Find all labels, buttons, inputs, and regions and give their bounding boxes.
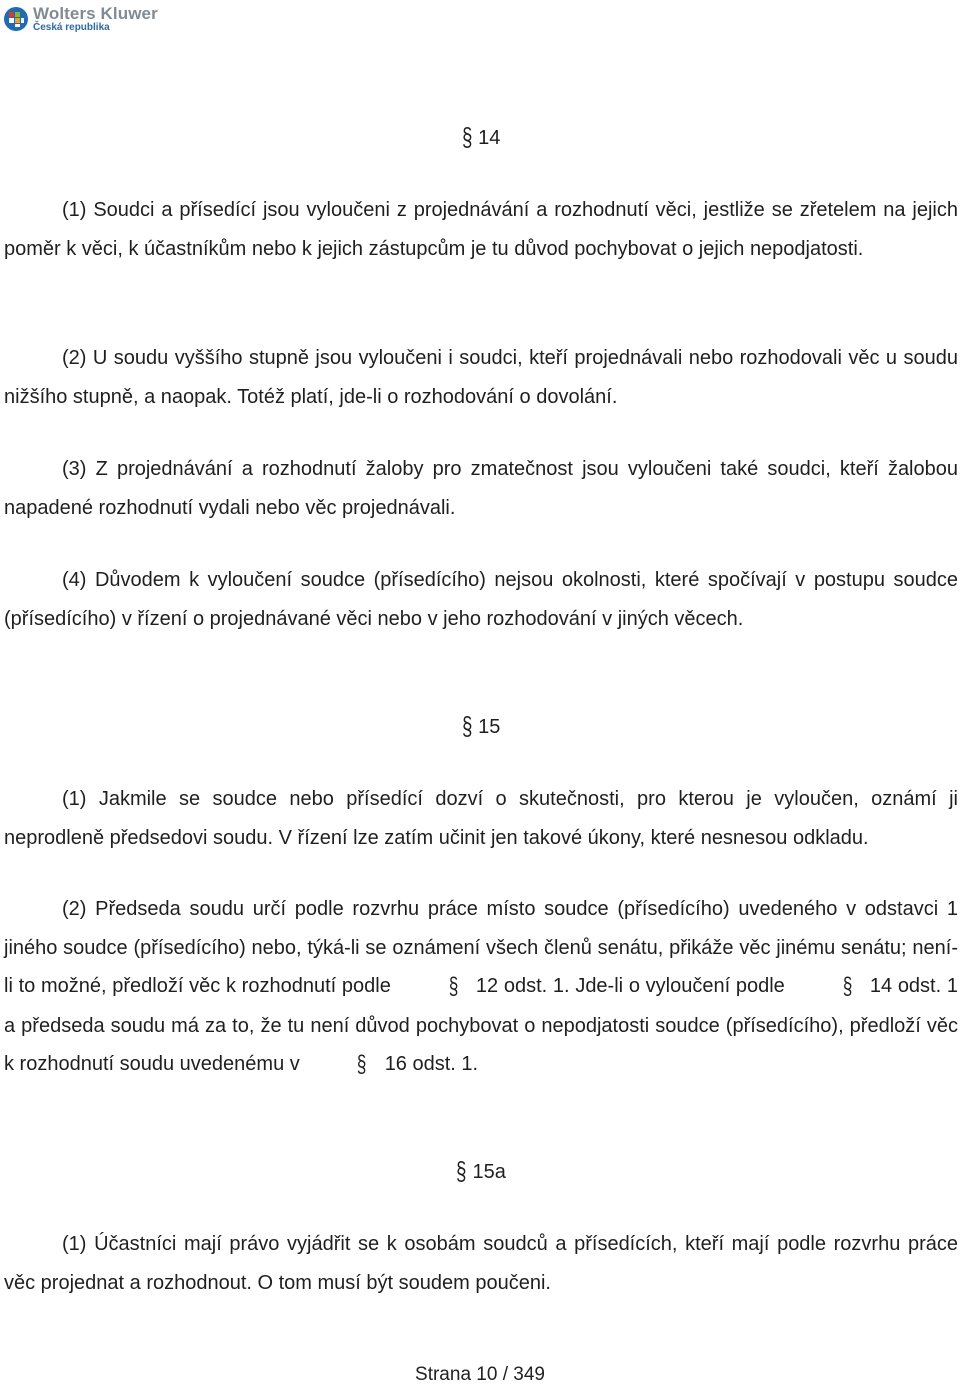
paragraph-14-2: (2) U soudu vyššího stupně jsou vyloučeni i soudci, kteří projednávali nebo rozhodovali věc u soudu nižšího stupně, a naopak. Totéž platí, jde-li o rozhodování o dovolání. bbox=[4, 347, 958, 408]
paragraph-14-4: (4) Důvodem k vyloučení soudce (přísedícího) nejsou okolnosti, které spočívají v postupu soudce (přísedícího) v řízení o projednávané věci nebo v jeho rozhodování v jiných věcech. bbox=[4, 569, 958, 630]
section-number: 15 bbox=[478, 716, 501, 738]
section-sign: § bbox=[461, 711, 473, 741]
paragraph-text: (2) Předseda soudu určí podle rozvrhu práce místo soudce (přísedícího) uvedeného v odstavci 1 jiného soudce (přísedícího) nebo, týká-li se oznámení všech členů senátu, přikáže věc jinému senátu; není-li to možné, předloží věc k rozhodnutí podle bbox=[4, 898, 958, 997]
paragraph-text: 16 odst. 1. bbox=[384, 1053, 479, 1075]
paragraph-text: 14 odst. 1 a předseda soudu má za to, že tu není důvod pochybovat o nepodjatosti soudce (přísedícího), předloží věc k rozhodnutí soudu uvedenému v bbox=[4, 975, 959, 1075]
page-footer: Strana 10 / 349 bbox=[415, 1364, 545, 1385]
logo-subtitle: Česká republika bbox=[33, 22, 110, 33]
section-heading-15 bbox=[0, 711, 960, 741]
section-sign: § bbox=[842, 973, 852, 1000]
wolters-kluwer-logo bbox=[3, 2, 158, 36]
section-sign: § bbox=[448, 973, 458, 1000]
logo-name: Wolters Kluwer bbox=[33, 4, 158, 23]
wolters-kluwer-logo-icon bbox=[3, 6, 29, 32]
section-sign: § bbox=[357, 1051, 367, 1078]
section-number: 14 bbox=[478, 127, 501, 149]
paragraph-15-2 bbox=[4, 890, 958, 1085]
paragraph-14-1: (1) Soudci a přísedící jsou vyloučeni z projednávání a rozhodnutí věci, jestliže se zřetelem na jejich poměr k věci, k účastníkům nebo k jejich zástupcům je tu důvod pochybovat o jejich nepodjatosti. bbox=[4, 199, 958, 260]
section-number: 15a bbox=[472, 1161, 506, 1183]
section-sign: § bbox=[461, 122, 473, 152]
paragraph-15-1: (1) Jakmile se soudce nebo přísedící dozví o skutečnosti, pro kterou je vyloučen, oznámí ji neprodleně předsedovi soudu. V řízení lze zatím učinit jen takové úkony, které nesnesou odkladu. bbox=[4, 788, 958, 849]
paragraph-text: 12 odst. 1. Jde-li o vyloučení podle bbox=[475, 975, 785, 997]
section-heading-14 bbox=[0, 122, 960, 152]
section-heading-15a bbox=[0, 1156, 960, 1186]
paragraph-15a-1: (1) Účastníci mají právo vyjádřit se k osobám soudců a přísedících, kteří mají podle rozvrhu práce věc projednat a rozhodnout. O tom musí být soudem poučeni. bbox=[4, 1233, 958, 1294]
paragraph-14-3: (3) Z projednávání a rozhodnutí žaloby pro zmatečnost jsou vyloučeni také soudci, kteří žalobou napadené rozhodnutí vydali nebo věc projednávali. bbox=[4, 458, 958, 519]
section-sign: § bbox=[456, 1156, 467, 1186]
